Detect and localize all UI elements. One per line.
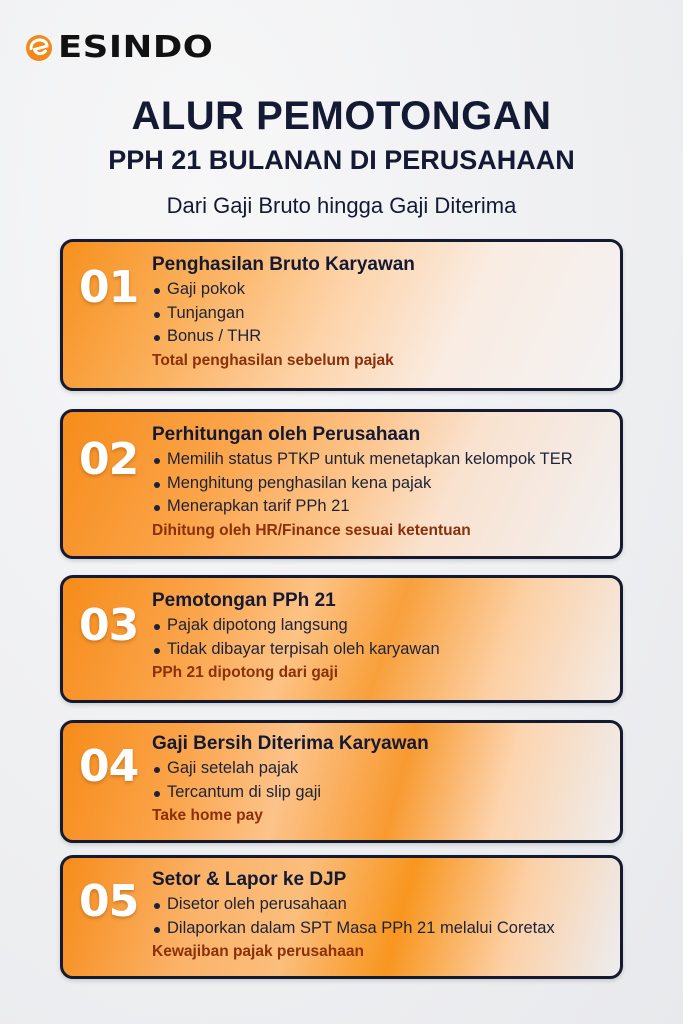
step-bullet-list <box>152 757 610 804</box>
step-body <box>152 731 610 828</box>
page-subtitle: PPH 21 BULANAN DI PERUSAHAAN <box>108 145 575 175</box>
brand-name: ESINDO <box>58 30 214 65</box>
step-body <box>152 588 610 685</box>
step-note: Total penghasilan sebelum pajak <box>152 351 394 369</box>
step-note: Dihitung oleh HR/Finance sesuai ketentuan <box>152 521 471 539</box>
page-title: ALUR PEMOTONGAN <box>131 94 552 138</box>
step-number: 03 <box>79 600 139 651</box>
step-note: Take home pay <box>152 807 263 824</box>
bullet-item: Tunjangan <box>152 302 610 326</box>
step-card-01 <box>60 239 623 391</box>
bullet-item: Gaji pokok <box>152 278 610 302</box>
step-heading: Gaji Bersih Diterima Karyawan <box>152 733 429 754</box>
bullet-item: Menerapkan tarif PPh 21 <box>152 495 610 519</box>
step-bullet-list <box>152 278 610 349</box>
step-note: Kewajiban pajak perusahaan <box>152 943 364 960</box>
bullet-item: Bonus / THR <box>152 325 610 349</box>
step-card-03 <box>60 575 623 703</box>
step-bullet-list <box>152 893 610 940</box>
bullet-item: Menghitung penghasilan kena pajak <box>152 472 610 496</box>
bullet-item: Pajak dipotong langsung <box>152 614 610 638</box>
bullet-item: Tercantum di slip gaji <box>152 781 610 805</box>
step-number: 04 <box>79 741 139 792</box>
step-heading: Penghasilan Bruto Karyawan <box>152 254 415 275</box>
bullet-item: Memilih status PTKP untuk menetapkan kelompok TER <box>152 448 610 472</box>
step-note: PPh 21 dipotong dari gaji <box>152 664 339 681</box>
step-card-05 <box>60 855 623 979</box>
bullet-item: Gaji setelah pajak <box>152 757 610 781</box>
step-number: 05 <box>79 876 139 927</box>
bullet-item: Disetor oleh perusahaan <box>152 893 610 917</box>
step-body <box>152 422 610 543</box>
step-card-02 <box>60 409 623 559</box>
step-heading: Setor & Lapor ke DJP <box>152 869 347 890</box>
brand-logo <box>24 30 214 65</box>
step-body <box>152 252 610 373</box>
step-card-04 <box>60 720 623 843</box>
step-bullet-list <box>152 614 610 661</box>
esindo-e-logo-icon <box>24 33 54 63</box>
step-heading: Perhitungan oleh Perusahaan <box>152 424 421 445</box>
bullet-item: Tidak dibayar terpisah oleh karyawan <box>152 638 610 662</box>
step-heading: Pemotongan PPh 21 <box>152 590 336 611</box>
step-bullet-list <box>152 448 610 519</box>
bullet-item: Dilaporkan dalam SPT Masa PPh 21 melalui Coretax <box>152 917 610 941</box>
step-body <box>152 867 610 964</box>
page-tagline: Dari Gaji Bruto hingga Gaji Diterima <box>166 193 517 218</box>
step-number: 02 <box>79 434 139 485</box>
step-number: 01 <box>79 262 139 313</box>
